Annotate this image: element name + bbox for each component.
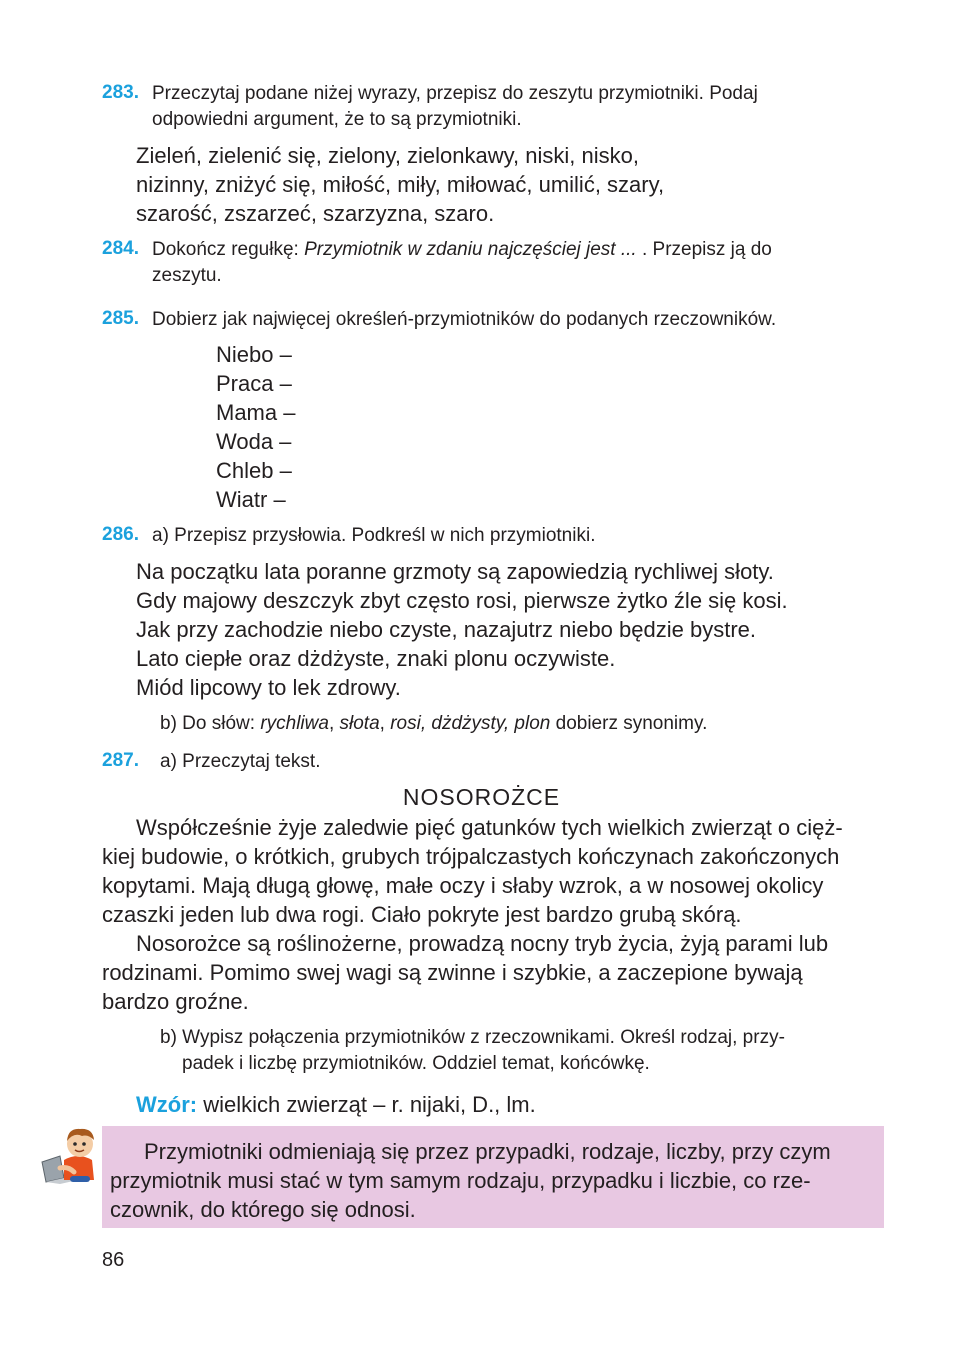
noun-item: Woda – xyxy=(216,429,292,454)
rule-line: przymiotnik musi stać w tym samym rodzaju, przypadku i liczbie, co rze- xyxy=(110,1168,811,1193)
paragraph-line: kopytami. Mają długą głowę, małe oczy i słaby wzrok, a w nosowej okolicy xyxy=(102,873,824,898)
instruction-line: Przeczytaj podane niżej wyrazy, przepisz do zeszytu przymiotniki. Podaj xyxy=(152,83,758,104)
exercise-number-286: 286. xyxy=(102,524,139,545)
proverb-line: Gdy majowy deszczyk zbyt często rosi, pierwsze żytko źle się kosi. xyxy=(136,588,788,613)
word-line: Zieleń, zielenić się, zielony, zielonkawy, niski, nisko, xyxy=(136,143,639,168)
rule-line: czownik, do którego się odnosi. xyxy=(110,1197,416,1222)
proverb-line: Na początku lata poranne grzmoty są zapowiedzią rychliwej słoty. xyxy=(136,559,774,584)
noun-item: Praca – xyxy=(216,371,292,396)
wzor-example xyxy=(136,1090,536,1119)
proverb-line: Lato ciepłe oraz dżdżyste, znaki plonu oczywiste. xyxy=(136,646,616,671)
text-paragraph-2 xyxy=(102,929,884,1016)
noun-item: Chleb – xyxy=(216,458,292,483)
exercise-number-284: 284. xyxy=(102,238,139,259)
exercise-286-proverbs xyxy=(136,557,788,702)
exercise-number-283: 283. xyxy=(102,82,139,103)
exercise-number-287: 287. xyxy=(102,750,139,771)
exercise-287a-instruction: a) Przeczytaj tekst. xyxy=(160,751,321,772)
exercise-285-instruction: Dobierz jak najwięcej określeń-przymiotników do podanych rzeczowników. xyxy=(152,309,777,330)
text-paragraph-1 xyxy=(102,813,884,929)
italic-word: rosi, dżdżysty, plon xyxy=(390,713,551,734)
rule-text xyxy=(110,1137,878,1224)
boy-with-laptop-icon xyxy=(38,1122,102,1184)
instruction-text: dobierz synonimy. xyxy=(550,713,708,734)
paragraph-line: Współcześnie żyje zaledwie pięć gatunków tych wielkich zwierząt o cięż- xyxy=(136,815,843,840)
proverb-line: Miód lipcowy to lek zdrowy. xyxy=(136,675,401,700)
word-line: nizinny, zniżyć się, miłość, miły, miłować, umilić, szary, xyxy=(136,172,665,197)
exercise-283-words xyxy=(136,141,664,228)
noun-item: Mama – xyxy=(216,400,296,425)
paragraph-line: rodzinami. Pomimo swej wagi są zwinne i szybkie, a zaczepione bywają xyxy=(102,960,803,985)
noun-item: Niebo – xyxy=(216,342,292,367)
paragraph-line: czaszki jeden lub dwa rogi. Ciało pokryte jest bardzo grubą skórą. xyxy=(102,902,742,927)
exercise-287b-instruction xyxy=(160,1025,884,1077)
exercise-285-nouns xyxy=(216,340,295,514)
instruction-line: padek i liczbę przymiotników. Oddziel temat, końcówkę. xyxy=(182,1053,650,1074)
italic-word: słota xyxy=(339,713,380,734)
word-line: szarość, zszarzeć, szarzyzna, szaro. xyxy=(136,201,495,226)
instruction-text: Dokończ regułkę: xyxy=(152,239,305,260)
separator: , xyxy=(328,713,340,734)
instruction-line: zeszytu. xyxy=(152,265,222,286)
paragraph-line: Nosorożce są roślinożerne, prowadzą nocny tryb życia, żyją parami lub xyxy=(136,931,829,956)
text-title: NOSOROŻCE xyxy=(402,784,561,810)
paragraph-line: bardzo groźne. xyxy=(102,989,249,1014)
wzor-text: wielkich zwierząt – r. nijaki, D., lm. xyxy=(197,1092,536,1117)
instruction-text: b) Do słów: xyxy=(160,713,261,734)
instruction-line: b) Wypisz połączenia przymiotników z rzeczownikami. Określ rodzaj, przy- xyxy=(160,1027,785,1048)
wzor-label: Wzór: xyxy=(136,1092,198,1117)
proverb-line: Jak przy zachodzie niebo czyste, nazajutrz niebo będzie bystre. xyxy=(136,617,756,642)
instruction-text: . Przepisz ją do xyxy=(636,239,772,260)
exercise-286b-instruction xyxy=(160,711,884,737)
separator: , xyxy=(379,713,391,734)
exercise-286a-instruction: a) Przepisz przysłowia. Podkreśl w nich przymiotniki. xyxy=(152,525,596,546)
italic-word: rychliwa xyxy=(260,713,329,734)
exercise-284-instruction xyxy=(152,237,884,289)
rule-stub-italic: Przymiotnik w zdaniu najczęściej jest ... xyxy=(304,239,637,260)
rule-line: Przymiotniki odmieniają się przez przypadki, rodzaje, liczby, przy czym xyxy=(144,1139,831,1164)
exercise-number-285: 285. xyxy=(102,308,139,329)
page-number: 86 xyxy=(102,1249,125,1271)
paragraph-line: kiej budowie, o krótkich, grubych trójpalczastych kończynach zakończonych xyxy=(102,844,840,869)
instruction-line: odpowiedni argument, że to są przymiotniki. xyxy=(152,109,522,130)
noun-item: Wiatr – xyxy=(216,487,286,512)
exercise-283-instruction xyxy=(152,81,884,133)
